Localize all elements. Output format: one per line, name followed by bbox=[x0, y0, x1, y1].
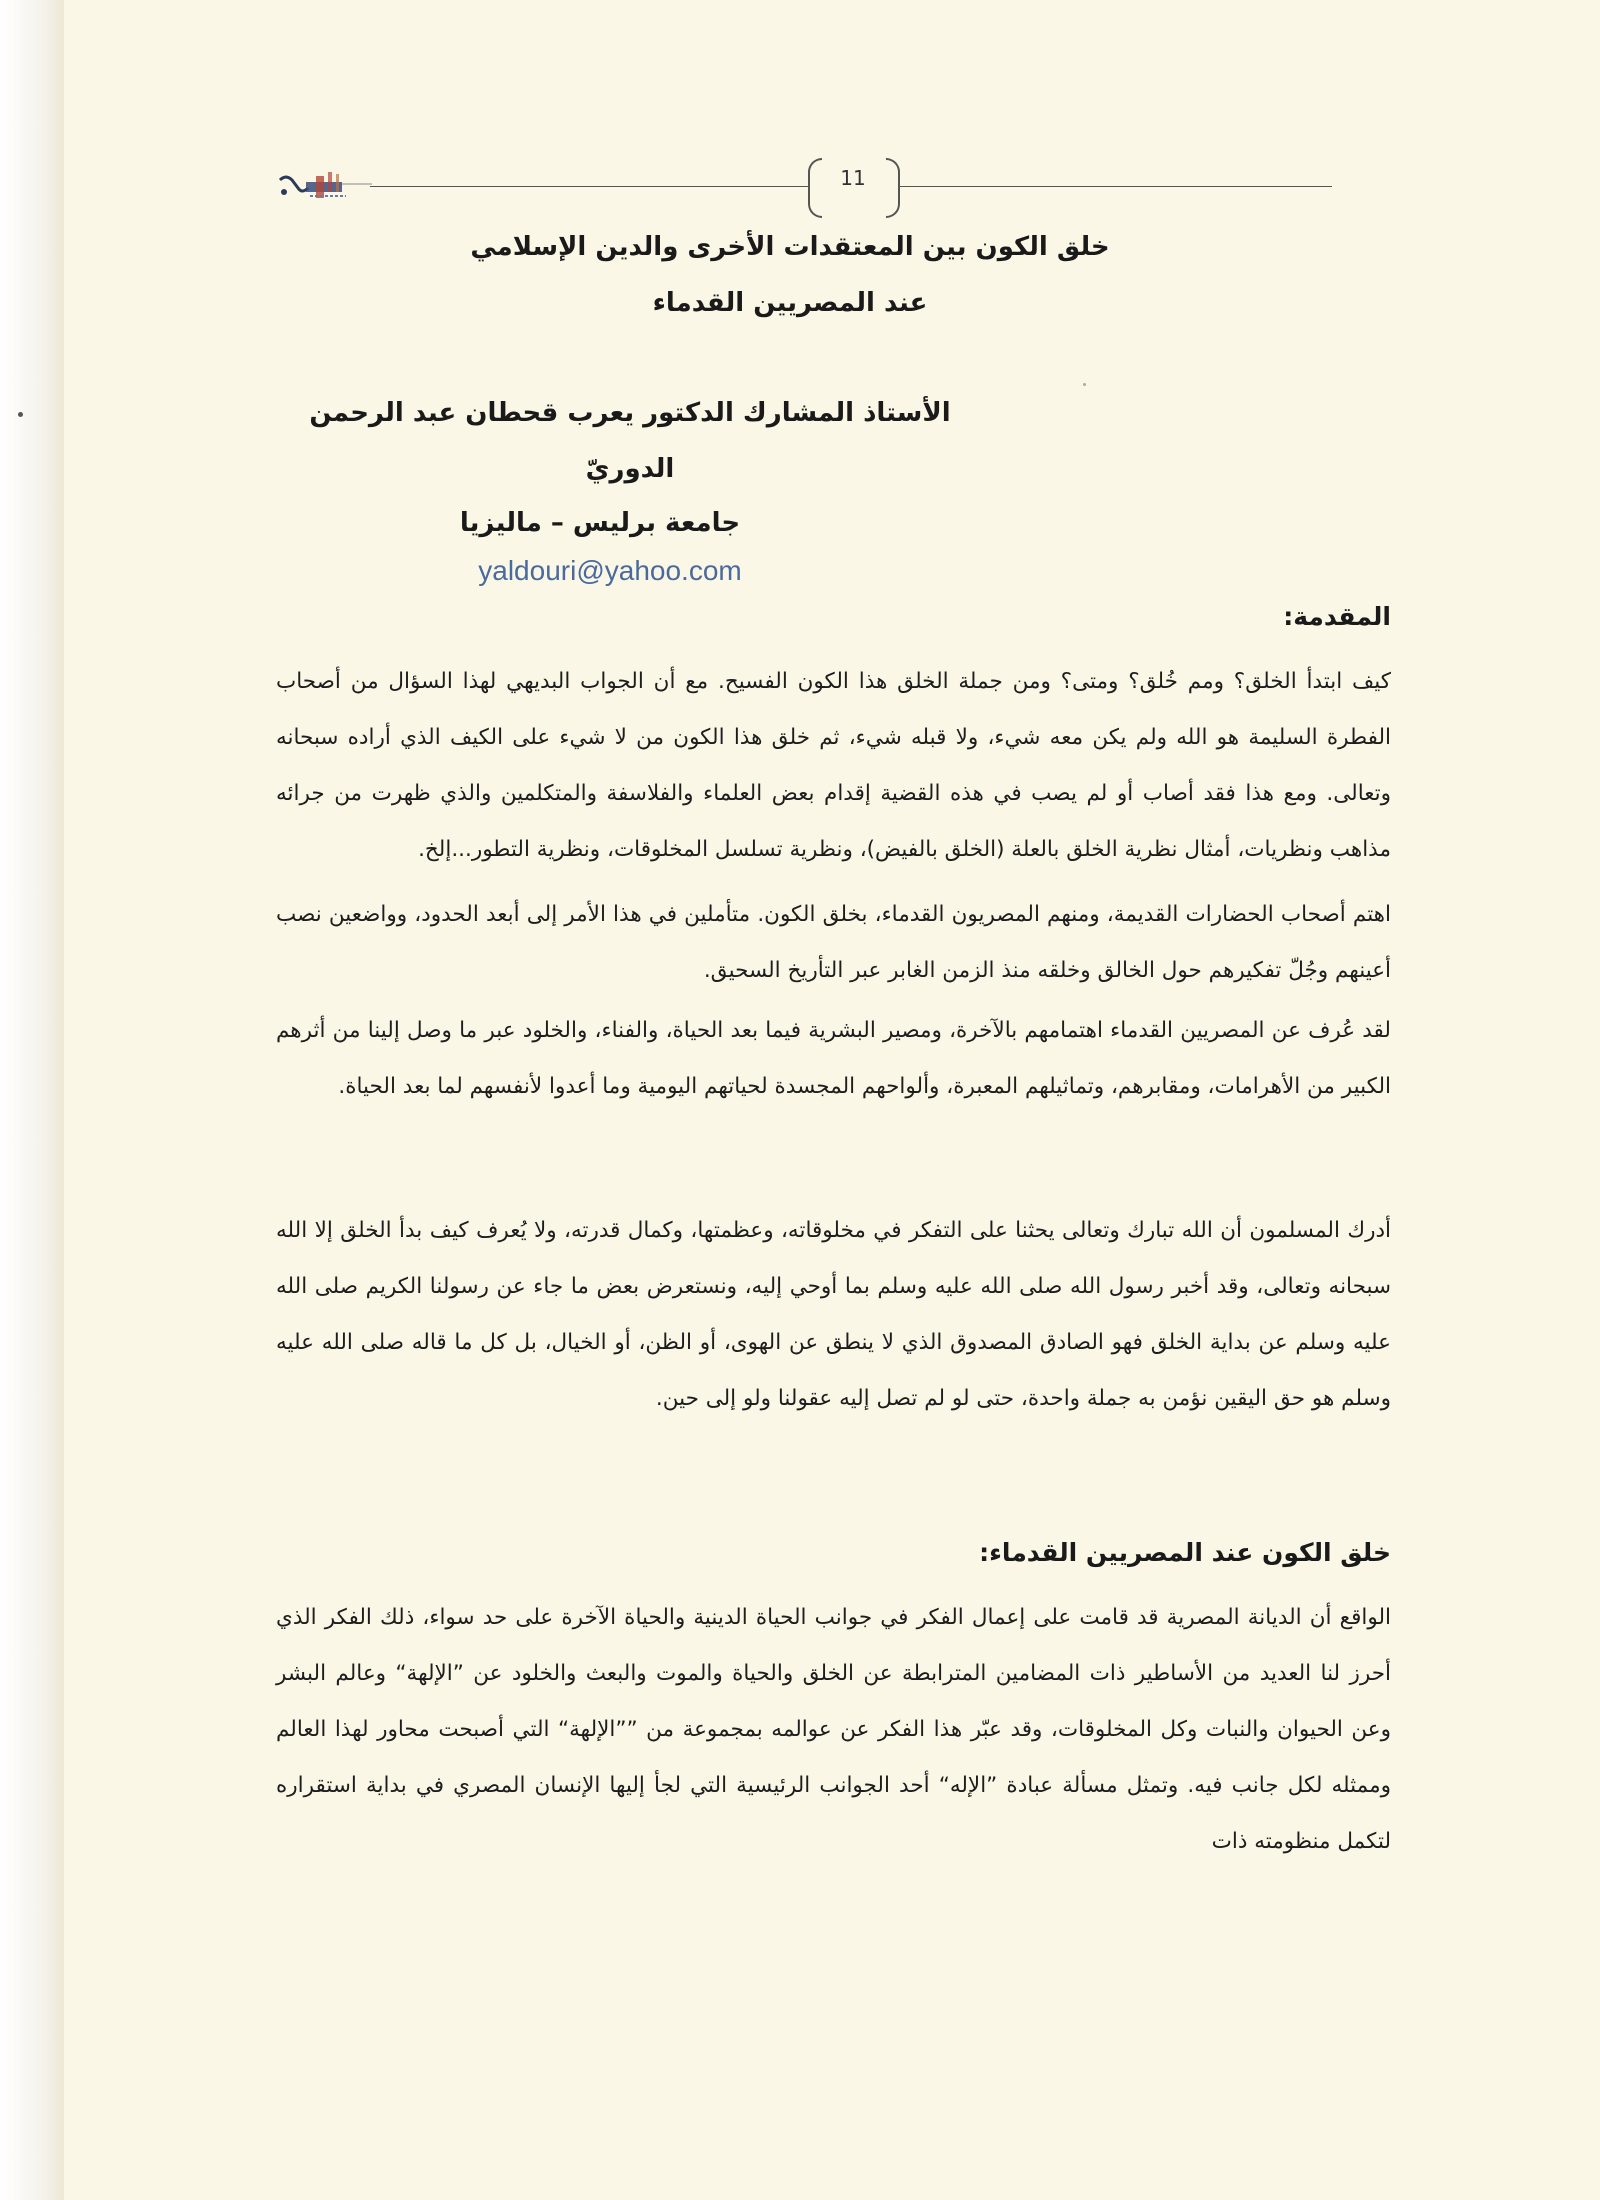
page-number-bracket-left bbox=[808, 158, 822, 218]
author-name-line-1: الأستاذ المشارك الدكتور يعرب قحطان عبد الرحمن bbox=[309, 398, 951, 428]
author-email: yaldouri@yahoo.com bbox=[478, 555, 742, 586]
header-rule-left bbox=[370, 186, 810, 187]
scan-speck bbox=[18, 412, 23, 417]
author-name-line-2: الدوريّ bbox=[585, 454, 675, 484]
introduction-paragraph-2: اهتم أصحاب الحضارات القديمة، ومنهم المصريون القدماء، بخلق الكون. متأملين في هذا الأمر إلى أبعد الحدود، وواضعين نصب أعينهم وجُلّ تفكيرهم حول الخالق وخلقه منذ الزمن الغابر عبر التأريخ السحيق. bbox=[276, 902, 1391, 983]
section-paragraph-1: الواقع أن الديانة المصرية قد قامت على إعمال الفكر في جوانب الحياة الدينية والحياة الآخرة على حد سواء، ذلك الفكر الذي أحرز لنا العديد من الأساطير ذات المضامين المترابطة عن الخلق والحياة والموت والبعث والخلود عن ”الإلهة“ وعالم البشر وعن الحيوان والنبات وكل المخلوقات، وقد عبّر هذا الفكر عن عوالمه بمجموعة من ””الإلهة“ التي أصبحت محاور لهذا العالم وممثله لكل جانب فيه. وتمثل مسألة عبادة ”الإله“ أحد الجوانب الرئيسية التي لجأ إليها الإنسان المصري في بداية استقراره لتكمل منظومته ذات bbox=[276, 1605, 1391, 1854]
article-title-line-1: خلق الكون بين المعتقدات الأخرى والدين الإسلامي bbox=[470, 232, 1110, 262]
page-number-bracket-right bbox=[886, 158, 900, 218]
introduction-paragraph-3: لقد عُرف عن المصريين القدماء اهتمامهم بالآخرة، ومصير البشرية فيما بعد الحياة، والفناء، والخلود عبر ما وصل إلينا من أثرهم الكبير من الأهرامات، ومقابرهم، وتماثيلهم المعبرة، وألواحهم المجسدة لحياتهم اليومية وما أعدوا لأنفسهم لما بعد الحياة. bbox=[276, 1018, 1391, 1099]
introduction-heading: المقدمة: bbox=[1283, 602, 1391, 631]
article-title-line-2: عند المصريين القدماء bbox=[652, 288, 928, 318]
journal-logo-icon bbox=[276, 166, 374, 206]
introduction-paragraph-4: أدرك المسلمون أن الله تبارك وتعالى يحثنا على التفكر في مخلوقاته، وعظمتها، وكمال قدرته، ولا يُعرف كيف بدأ الخلق إلا الله سبحانه وتعالى، وقد أخبر رسول الله صلى الله عليه وسلم بما أوحي إليه، ونستعرض بعض ما جاء عن رسولنا الكريم صلى الله عليه وسلم عن بداية الخلق فهو الصادق المصدوق الذي لا ينطق عن الهوى، أو الظن، أو الخيال، بل كل ما قاله صلى الله عليه وسلم هو حق اليقين نؤمن به جملة واحدة، حتى لو لم تصل إليه عقولنا ولو إلى حين. bbox=[276, 1218, 1391, 1411]
author-affiliation: جامعة برليس – ماليزيا bbox=[459, 508, 741, 538]
header-rule-right bbox=[900, 186, 1332, 187]
page-number: 11 bbox=[840, 166, 866, 190]
section-heading: خلق الكون عند المصريين القدماء: bbox=[979, 1538, 1391, 1567]
scan-edge bbox=[0, 0, 64, 2200]
scan-speck bbox=[1083, 383, 1086, 386]
introduction-paragraph-1: كيف ابتدأ الخلق؟ ومم خُلق؟ ومتى؟ ومن جملة الخلق هذا الكون الفسيح. مع أن الجواب البديهي لهذا السؤال من أصحاب الفطرة السليمة هو الله ولم يكن معه شيء، ولا قبله شيء، ثم خلق هذا الكون من لا شيء على الكيف الذي أراده سبحانه وتعالى. ومع هذا فقد أصاب أو لم يصب في هذه القضية إقدام بعض العلماء والفلاسفة والمتكلمين والذي ظهرت من جرائه مذاهب ونظريات، أمثال نظرية الخلق بالعلة (الخلق بالفيض)، ونظرية تسلسل المخلوقات، ونظرية التطور...إلخ. bbox=[276, 669, 1391, 862]
